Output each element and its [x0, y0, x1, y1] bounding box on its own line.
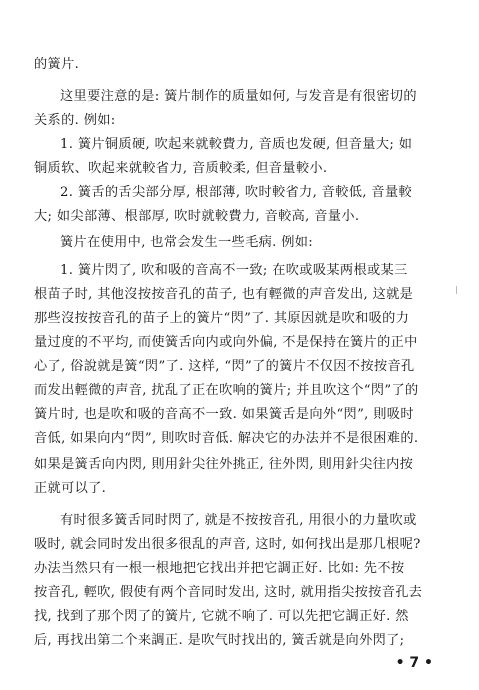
text-line: 这里要注意的是: 簧片制作的质量如何, 与发音是有很密切的 [60, 89, 417, 104]
text-line: 的簧片. [34, 57, 80, 72]
text-line: 后, 再找出第二个来調正. 是吹气时找出的, 簧舌就是向外閃了; [34, 633, 405, 648]
text-line: 大; 如尖部薄、根部厚, 吹时就較費力, 音較高, 音量小. [34, 209, 360, 224]
text-line: 按音孔, 輕吹, 假使有两个音同时发出, 这时, 就用指尖按按音孔去 [34, 585, 423, 600]
text-line: 量过度的不平均, 而使簧舌向内或向外偏, 不是保持在簧片的正中 [34, 335, 418, 350]
text-line: 簧片在使用中, 也常会发生一些毛病. 例如: [60, 235, 314, 250]
text-line: 关系的. 例如: [34, 113, 116, 128]
text-line: 办法当然只有一根一根地把它找出并把它調正好. 比如: 先不按 [34, 561, 405, 576]
text-line: 正就可以了. [34, 481, 107, 496]
text-line: 那些沒按按音孔的苗子上的簧片“閃”了. 其原因就是吹和吸的力 [34, 311, 410, 326]
text-line: 有时很多簧舌同时閃了, 就是不按按音孔, 用很小的力量吹或 [60, 513, 417, 528]
print-mark [456, 286, 457, 294]
text-line: 而发出輕微的声音, 扰乱了正在吹响的簧片; 并且吹这个“閃”了的 [34, 383, 419, 398]
text-line: 如果是簧舌向内閃, 則用針尖往外挑正, 往外閃, 則用針尖往内按 [34, 457, 414, 472]
text-line: 吸时, 就会同时发出很多很乱的声音, 这时, 如何找出是那几根呢? [34, 537, 421, 552]
text-line: 2. 簧舌的舌尖部分厚, 根部薄, 吹时較省力, 音較低, 音量較 [60, 185, 412, 200]
text-line: 找, 找到了那个閃了的簧片, 它就不响了. 可以先把它調正好. 然 [34, 609, 409, 624]
text-line: 根苗子时, 其他沒按按音孔的苗子, 也有輕微的声音发出, 这就是 [34, 287, 414, 302]
text-line: 1. 簧片铜质硬, 吹起来就較費力, 音质也发硬, 但音量大; 如 [60, 137, 413, 152]
text-line: 音低, 如果向内“閃”, 則吹时音低. 解决它的办法并不是很困难的. [34, 431, 419, 446]
text-line: 簧片时, 也是吹和吸的音高不一致. 如果簧舌是向外“閃”, 則吸时 [34, 407, 414, 422]
page-number: • 7 • [395, 655, 433, 671]
text-line: 铜质软、吹起来就較省力, 音质較柔, 但音量較小. [34, 161, 328, 176]
text-line: 1. 簧片閃了, 吹和吸的音高不一致; 在吹或吸某两根或某三 [60, 263, 408, 278]
text-line: 心了, 俗說就是簧“閃”了. 这样, “閃”了的簧片不仅因不按按音孔 [34, 359, 415, 374]
